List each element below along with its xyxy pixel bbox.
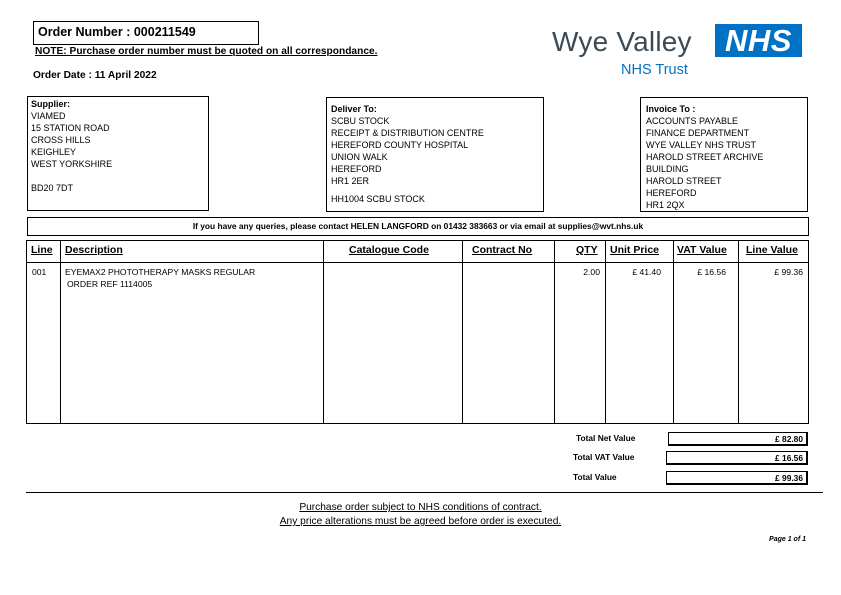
order-note: NOTE: Purchase order number must be quoted on all correspondance. xyxy=(35,46,378,57)
deliver-line: HR1 2ER xyxy=(331,176,370,186)
logo-wye-valley: Wye Valley xyxy=(552,26,692,57)
header-description: Description xyxy=(65,244,123,256)
supplier-line: WEST YORKSHIRE xyxy=(31,159,113,169)
footer-divider xyxy=(26,492,823,493)
nhs-logo xyxy=(715,24,802,57)
deliver-line: SCBU STOCK xyxy=(331,116,390,126)
total-net-label: Total Net Value xyxy=(576,433,636,443)
invoice-line: HAROLD STREET xyxy=(646,176,722,186)
total-net-box xyxy=(668,432,808,446)
header-unit-price: Unit Price xyxy=(610,244,660,256)
table-header-divider xyxy=(27,262,808,263)
conditions-line-2: Any price alterations must be agreed before order is executed. xyxy=(279,516,562,527)
header-vat-value: VAT Value xyxy=(677,244,727,256)
total-value-label: Total Value xyxy=(573,472,617,482)
query-text: If you have any queries, please contact HELEN LANGFORD on 01432 383663 or via email at supplies@wvt.nhs.uk xyxy=(192,221,644,231)
invoice-to-box xyxy=(640,97,808,212)
supplier-postcode: BD20 7DT xyxy=(31,183,74,193)
table-column-divider xyxy=(60,241,61,423)
invoice-line: FINANCE DEPARTMENT xyxy=(646,128,750,138)
table-column-divider xyxy=(738,241,739,423)
supplier-heading: Supplier: xyxy=(31,99,71,109)
header-contract-no: Contract No xyxy=(472,244,533,256)
deliver-heading: Deliver To: xyxy=(331,104,377,114)
row-description: EYEMAX2 PHOTOTHERAPY MASKS REGULAR xyxy=(65,267,256,277)
deliver-line: HEREFORD COUNTY HOSPITAL xyxy=(331,140,469,150)
row-qty: 2.00 xyxy=(583,267,600,277)
invoice-line: BUILDING xyxy=(646,164,689,174)
header-catalogue-code: Catalogue Code xyxy=(349,244,429,256)
row-unit-price: £ 41.40 xyxy=(632,267,661,277)
table-column-divider xyxy=(673,241,674,423)
row-vat-value: £ 16.56 xyxy=(697,267,726,277)
invoice-line: ACCOUNTS PAYABLE xyxy=(646,116,739,126)
row-line: 001 xyxy=(32,267,47,277)
total-vat-value: £ 16.56 xyxy=(775,453,803,463)
row-description-ref: ORDER REF 1114005 xyxy=(67,279,153,289)
page-number: Page 1 of 1 xyxy=(769,536,806,543)
logo-trust: NHS Trust xyxy=(621,62,688,78)
invoice-line: WYE VALLEY NHS TRUST xyxy=(646,140,757,150)
order-number-box xyxy=(33,21,259,45)
table-column-divider xyxy=(554,241,555,423)
deliver-ref: HH1004 SCBU STOCK xyxy=(331,194,425,204)
invoice-heading: Invoice To : xyxy=(646,104,696,114)
deliver-address xyxy=(331,103,484,205)
row-line-value: £ 99.36 xyxy=(774,267,803,277)
table-column-divider xyxy=(323,241,324,423)
deliver-line: HEREFORD xyxy=(331,164,382,174)
query-bar xyxy=(27,217,809,236)
deliver-line: UNION WALK xyxy=(331,152,388,162)
table-column-divider xyxy=(462,241,463,423)
total-vat-label: Total VAT Value xyxy=(573,452,635,462)
table-column-divider xyxy=(605,241,606,423)
order-number: Order Number : 000211549 xyxy=(38,25,196,39)
supplier-box xyxy=(27,96,209,211)
supplier-line: 15 STATION ROAD xyxy=(31,123,110,133)
header-line: Line xyxy=(31,244,53,256)
header-line-value: Line Value xyxy=(746,244,798,256)
supplier-line: CROSS HILLS xyxy=(31,135,91,145)
nhs-logo-text: NHS xyxy=(725,23,792,58)
invoice-address xyxy=(646,103,763,211)
deliver-to-box xyxy=(326,97,544,212)
line-items-table xyxy=(26,240,809,424)
conditions-line-1: Purchase order subject to NHS conditions of contract. xyxy=(299,502,542,513)
total-value-box xyxy=(666,471,808,485)
supplier-line: VIAMED xyxy=(31,111,66,121)
deliver-line: RECEIPT & DISTRIBUTION CENTRE xyxy=(331,128,484,138)
total-net-value: £ 82.80 xyxy=(775,434,803,444)
header-qty: QTY xyxy=(576,244,598,256)
invoice-line: HR1 2QX xyxy=(646,200,685,210)
total-vat-box xyxy=(666,451,808,465)
supplier-address xyxy=(31,98,112,194)
invoice-line: HEREFORD xyxy=(646,188,697,198)
order-date: Order Date : 11 April 2022 xyxy=(33,70,157,81)
total-value: £ 99.36 xyxy=(775,473,803,483)
invoice-line: HAROLD STREET ARCHIVE xyxy=(646,152,764,162)
supplier-line: KEIGHLEY xyxy=(31,147,77,157)
